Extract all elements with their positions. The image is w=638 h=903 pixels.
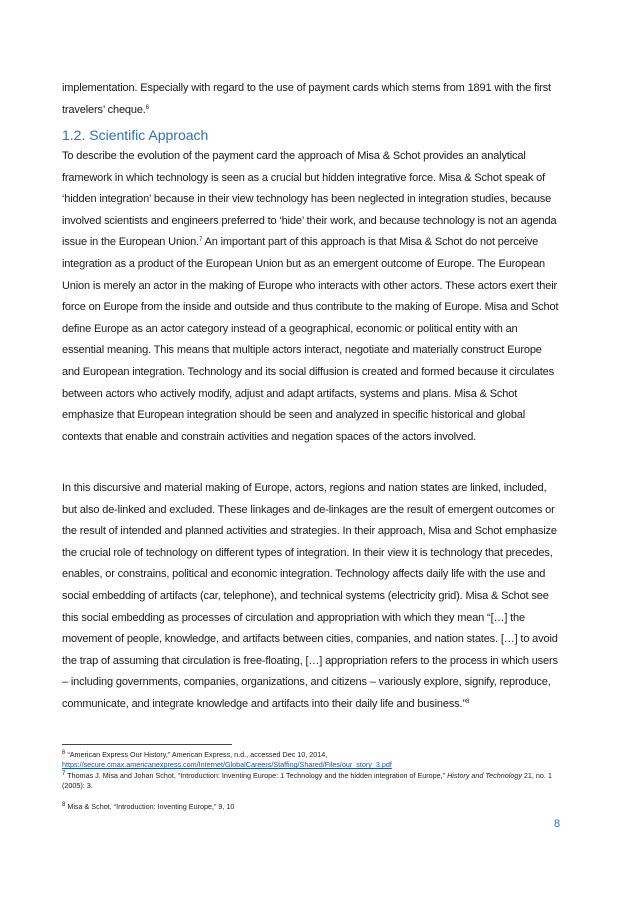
footnote-8: [62, 802, 562, 812]
page-number: 8: [554, 818, 561, 830]
footnote-6-text: “American Express Our History,” American Express, n.d., accessed Dec 10, 2014,: [65, 750, 328, 759]
footnote-ref-7[interactable]: 7: [199, 237, 203, 244]
footnote-8-number: 8: [62, 802, 66, 808]
footnote-7-tail: 21, no. 1 (2005): 3.: [62, 771, 552, 791]
paragraph2-text: In this discursive and material making of Europe, actors, regions and nation states are linked, included, but also de-linked and excluded. These linkages and de-linkages are the result of emergent outcomes or the result of intended and planned activities and strategies. In their approach, Misa and Schot emphasize the crucial role of technology on different types of integration. In their view it is technology that precedes, enables, or constrains, political and economic integration. Technology affects daily life with the use and social embedding of artifacts (car, telephone), and technical systems (electricity grid). Misa & Schot see this social embedding as processes of circulation and appropriation with which they mean “[…] the movement of people, knowledge, and artifacts between cities, companies, and nation states. […] to avoid the trap of assuming that circulation is free-floating, […] appropriation refers to the process in which users – including governments, companies, organizations, and citizens – variously explore, signify, reproduce, communicate, and integrate knowledge and artifacts into their daily life and business.”: [62, 482, 558, 710]
footnote-7-text: Thomas J. Misa and Johan Schot, “Introduction: Inventing Europe: 1 Technology and the hidden integration of Europe,”: [65, 771, 448, 780]
intro-paragraph: [62, 78, 562, 121]
paragraph1-part2: An important part of this approach is that Misa & Schot do not perceive integration as a product of the European Union but as an emergent outcome of Europe. The European Union is merely an actor in the making of Europe who interacts with other actors. These actors exert their force on Europe from the inside and outside and thus contribute to the making of Europe. Misa and Schot define Europe as an actor category instead of a geographical, economic or political entity with an essential meaning. This means that multiple actors interact, negotiate and materially construct Europe and European integration. Technology and its social diffusion is created and formed because it circulates between actors who actively modify, adjust and adapt artifacts, systems and plans. Misa & Schot emphasize that European integration should be seen and analyzed in specific historical and global contexts that enable and constrain activities and negation spaces of the actors involved.: [62, 236, 559, 443]
section-heading: 1.2. Scientific Approach: [62, 127, 209, 143]
footnote-separator: [62, 744, 232, 745]
footnote-ref-6[interactable]: 6: [145, 104, 149, 111]
paragraph1-part1: To describe the evolution of the payment card the approach of Misa & Schot provides an analytical framework in which technology is seen as a crucial but hidden integrative force. Misa & Schot speak of ‘hidden integration’ because in their view technology has been neglected in integration studies, because involved scientists and engineers preferred to ‘hide’ their work, and because technology is not an agenda issue in the European Union.: [62, 150, 557, 249]
footnote-ref-8[interactable]: 8: [465, 698, 470, 705]
paragraph-discursive-making: [62, 478, 562, 716]
footnote-6-number: 6: [62, 750, 66, 756]
intro-text: implementation. Especially with regard to the use of payment cards which stems from 1891 with the first travelers’ cheque.: [62, 82, 551, 116]
footnote-6: [62, 750, 562, 771]
footnote-7: [62, 771, 562, 792]
footnote-8-text: Misa & Schot, “Introduction: Inventing Europe,” 9, 10: [65, 802, 235, 811]
footnote-7-journal: History and Technology: [447, 771, 522, 780]
paragraph-scientific-approach: [62, 146, 562, 448]
footnote-6-link[interactable]: https://secure.cmax.americanexpress.com/Internet/GlobalCareers/Staffing/Shared/Files/our_story_3.pdf: [62, 760, 392, 770]
footnote-7-number: 7: [62, 771, 66, 777]
